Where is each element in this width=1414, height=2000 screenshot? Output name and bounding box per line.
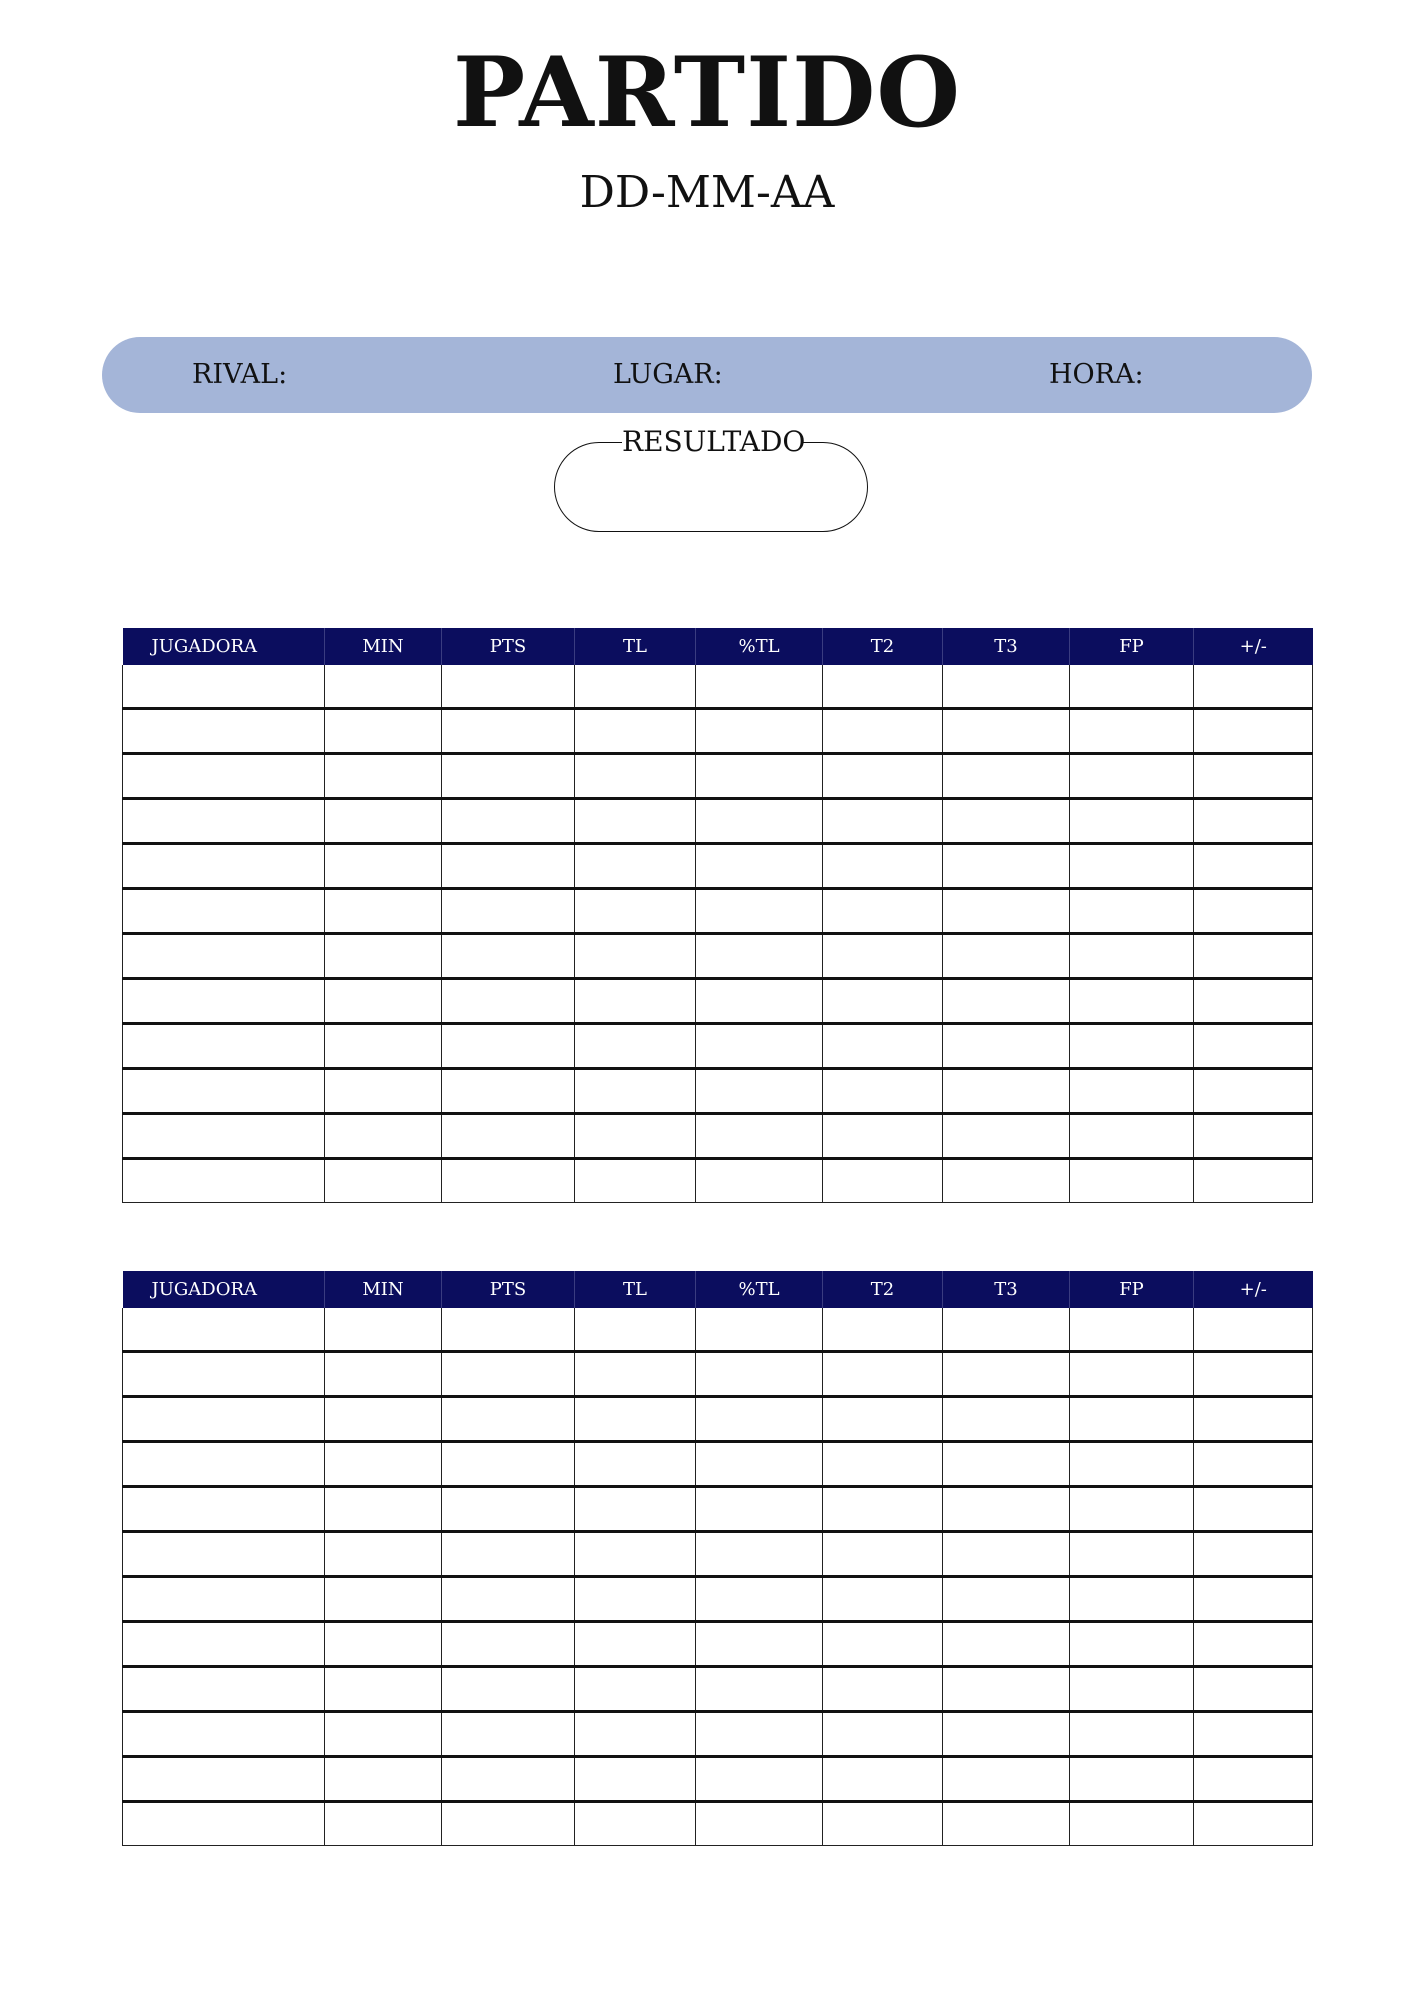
cell-tl[interactable] <box>575 754 696 799</box>
table-row <box>123 1114 1313 1159</box>
cell-jugadora[interactable] <box>123 754 325 799</box>
cell-t3[interactable] <box>943 1487 1070 1532</box>
player-stats-table-2 <box>122 1271 1313 1846</box>
cell-pct-tl[interactable] <box>696 1308 823 1352</box>
match-info-bar <box>102 337 1312 413</box>
table-row <box>123 1442 1313 1487</box>
cell-tl[interactable] <box>575 934 696 979</box>
table-row <box>123 1024 1313 1069</box>
cell-min[interactable] <box>325 889 442 934</box>
cell-fp[interactable] <box>1070 1712 1194 1757</box>
cell-jugadora[interactable] <box>123 1532 325 1577</box>
col-header-tl: TL <box>575 628 696 665</box>
cell-t3[interactable] <box>943 709 1070 754</box>
cell-pct-tl[interactable] <box>696 1069 823 1114</box>
cell-min[interactable] <box>325 799 442 844</box>
cell-min[interactable] <box>325 1532 442 1577</box>
cell-tl[interactable] <box>575 1069 696 1114</box>
cell-t3[interactable] <box>943 1442 1070 1487</box>
cell-plus-minus[interactable] <box>1194 1069 1313 1114</box>
cell-tl[interactable] <box>575 1622 696 1667</box>
cell-tl[interactable] <box>575 1757 696 1802</box>
cell-min[interactable] <box>325 1308 442 1352</box>
cell-fp[interactable] <box>1070 1397 1194 1442</box>
table-row <box>123 1712 1313 1757</box>
cell-tl[interactable] <box>575 1159 696 1203</box>
table-row <box>123 1069 1313 1114</box>
cell-plus-minus[interactable] <box>1194 1712 1313 1757</box>
cell-min[interactable] <box>325 1159 442 1203</box>
cell-t2[interactable] <box>823 799 943 844</box>
cell-plus-minus[interactable] <box>1194 1487 1313 1532</box>
cell-plus-minus[interactable] <box>1194 709 1313 754</box>
cell-t2[interactable] <box>823 1442 943 1487</box>
cell-tl[interactable] <box>575 1352 696 1397</box>
cell-t2[interactable] <box>823 1024 943 1069</box>
cell-fp[interactable] <box>1070 1532 1194 1577</box>
cell-pct-tl[interactable] <box>696 709 823 754</box>
cell-fp[interactable] <box>1070 709 1194 754</box>
cell-jugadora[interactable] <box>123 1802 325 1846</box>
cell-fp[interactable] <box>1070 799 1194 844</box>
col-header-jugadora: JUGADORA <box>123 628 325 665</box>
cell-jugadora[interactable] <box>123 665 325 709</box>
table-row <box>123 665 1313 709</box>
cell-min[interactable] <box>325 1352 442 1397</box>
cell-pct-tl[interactable] <box>696 979 823 1024</box>
cell-fp[interactable] <box>1070 1802 1194 1846</box>
cell-t2[interactable] <box>823 979 943 1024</box>
cell-jugadora[interactable] <box>123 1397 325 1442</box>
table-row <box>123 979 1313 1024</box>
cell-t3[interactable] <box>943 1622 1070 1667</box>
cell-jugadora[interactable] <box>123 844 325 889</box>
cell-t2[interactable] <box>823 1577 943 1622</box>
cell-pts[interactable] <box>442 1069 575 1114</box>
cell-tl[interactable] <box>575 1667 696 1712</box>
player-stats-table-1 <box>122 628 1313 1203</box>
cell-fp[interactable] <box>1070 1159 1194 1203</box>
cell-pct-tl[interactable] <box>696 889 823 934</box>
cell-tl[interactable] <box>575 979 696 1024</box>
cell-pct-tl[interactable] <box>696 1352 823 1397</box>
cell-pct-tl[interactable] <box>696 1024 823 1069</box>
cell-jugadora[interactable] <box>123 889 325 934</box>
cell-pct-tl[interactable] <box>696 1802 823 1846</box>
col-header-pct-tl: %TL <box>696 628 823 665</box>
cell-jugadora[interactable] <box>123 1308 325 1352</box>
cell-pts[interactable] <box>442 754 575 799</box>
cell-t3[interactable] <box>943 844 1070 889</box>
cell-pts[interactable] <box>442 1802 575 1846</box>
result-label: RESULTADO <box>622 425 806 458</box>
cell-t3[interactable] <box>943 665 1070 709</box>
cell-t3[interactable] <box>943 1397 1070 1442</box>
cell-pts[interactable] <box>442 1024 575 1069</box>
cell-plus-minus[interactable] <box>1194 889 1313 934</box>
cell-min[interactable] <box>325 1667 442 1712</box>
cell-jugadora[interactable] <box>123 1069 325 1114</box>
cell-fp[interactable] <box>1070 1308 1194 1352</box>
cell-min[interactable] <box>325 1757 442 1802</box>
cell-tl[interactable] <box>575 1802 696 1846</box>
hora-label: HORA: <box>1049 359 1144 390</box>
cell-pts[interactable] <box>442 1308 575 1352</box>
table-row <box>123 844 1313 889</box>
date-field[interactable]: DD-MM-AA <box>579 167 835 218</box>
lugar-label: LUGAR: <box>613 359 723 390</box>
cell-fp[interactable] <box>1070 1487 1194 1532</box>
cell-t3[interactable] <box>943 979 1070 1024</box>
cell-min[interactable] <box>325 1397 442 1442</box>
cell-t2[interactable] <box>823 1114 943 1159</box>
cell-t2[interactable] <box>823 754 943 799</box>
cell-plus-minus[interactable] <box>1194 1622 1313 1667</box>
cell-min[interactable] <box>325 709 442 754</box>
cell-min[interactable] <box>325 1712 442 1757</box>
cell-pts[interactable] <box>442 1532 575 1577</box>
cell-min[interactable] <box>325 934 442 979</box>
cell-t3[interactable] <box>943 1712 1070 1757</box>
col-header-fp: FP <box>1070 628 1194 665</box>
cell-pts[interactable] <box>442 1352 575 1397</box>
col-header-plus-minus: +/- <box>1194 1271 1313 1308</box>
cell-plus-minus[interactable] <box>1194 979 1313 1024</box>
table-row <box>123 1667 1313 1712</box>
cell-plus-minus[interactable] <box>1194 1024 1313 1069</box>
cell-plus-minus[interactable] <box>1194 665 1313 709</box>
cell-pct-tl[interactable] <box>696 665 823 709</box>
cell-min[interactable] <box>325 1487 442 1532</box>
cell-pts[interactable] <box>442 1487 575 1532</box>
cell-min[interactable] <box>325 1114 442 1159</box>
cell-jugadora[interactable] <box>123 1442 325 1487</box>
cell-t3[interactable] <box>943 1667 1070 1712</box>
cell-t3[interactable] <box>943 1532 1070 1577</box>
cell-pct-tl[interactable] <box>696 1757 823 1802</box>
cell-plus-minus[interactable] <box>1194 1397 1313 1442</box>
cell-plus-minus[interactable] <box>1194 934 1313 979</box>
cell-min[interactable] <box>325 754 442 799</box>
cell-t2[interactable] <box>823 1532 943 1577</box>
cell-fp[interactable] <box>1070 979 1194 1024</box>
cell-t2[interactable] <box>823 1069 943 1114</box>
cell-pct-tl[interactable] <box>696 1532 823 1577</box>
page-title: PARTIDO <box>453 36 961 149</box>
cell-pct-tl[interactable] <box>696 1622 823 1667</box>
table-row <box>123 1532 1313 1577</box>
cell-fp[interactable] <box>1070 1069 1194 1114</box>
cell-plus-minus[interactable] <box>1194 1442 1313 1487</box>
cell-t3[interactable] <box>943 754 1070 799</box>
cell-pct-tl[interactable] <box>696 1397 823 1442</box>
cell-pts[interactable] <box>442 1577 575 1622</box>
cell-fp[interactable] <box>1070 1757 1194 1802</box>
table-row <box>123 1577 1313 1622</box>
cell-pts[interactable] <box>442 1667 575 1712</box>
table-row <box>123 799 1313 844</box>
cell-plus-minus[interactable] <box>1194 1114 1313 1159</box>
cell-t2[interactable] <box>823 665 943 709</box>
cell-pct-tl[interactable] <box>696 934 823 979</box>
cell-pts[interactable] <box>442 799 575 844</box>
table-row <box>123 1757 1313 1802</box>
cell-t2[interactable] <box>823 1622 943 1667</box>
col-header-jugadora: JUGADORA <box>123 1271 325 1308</box>
cell-plus-minus[interactable] <box>1194 1352 1313 1397</box>
cell-tl[interactable] <box>575 665 696 709</box>
cell-pts[interactable] <box>442 979 575 1024</box>
cell-fp[interactable] <box>1070 754 1194 799</box>
cell-jugadora[interactable] <box>123 934 325 979</box>
cell-pts[interactable] <box>442 934 575 979</box>
cell-t2[interactable] <box>823 1802 943 1846</box>
cell-plus-minus[interactable] <box>1194 844 1313 889</box>
table-row <box>123 1802 1313 1846</box>
cell-t3[interactable] <box>943 1308 1070 1352</box>
cell-t3[interactable] <box>943 889 1070 934</box>
table-row <box>123 934 1313 979</box>
cell-min[interactable] <box>325 1802 442 1846</box>
cell-fp[interactable] <box>1070 934 1194 979</box>
table-row <box>123 754 1313 799</box>
cell-min[interactable] <box>325 665 442 709</box>
cell-jugadora[interactable] <box>123 1667 325 1712</box>
col-header-pct-tl: %TL <box>696 1271 823 1308</box>
col-header-t3: T3 <box>943 1271 1070 1308</box>
table-row <box>123 1622 1313 1667</box>
cell-t3[interactable] <box>943 1577 1070 1622</box>
cell-tl[interactable] <box>575 1114 696 1159</box>
cell-t3[interactable] <box>943 1802 1070 1846</box>
table-row <box>123 1308 1313 1352</box>
cell-pts[interactable] <box>442 1757 575 1802</box>
cell-t2[interactable] <box>823 709 943 754</box>
cell-pts[interactable] <box>442 1712 575 1757</box>
cell-plus-minus[interactable] <box>1194 754 1313 799</box>
cell-pct-tl[interactable] <box>696 754 823 799</box>
cell-jugadora[interactable] <box>123 799 325 844</box>
cell-t2[interactable] <box>823 1397 943 1442</box>
cell-min[interactable] <box>325 979 442 1024</box>
cell-min[interactable] <box>325 1069 442 1114</box>
cell-pct-tl[interactable] <box>696 1712 823 1757</box>
cell-pct-tl[interactable] <box>696 799 823 844</box>
cell-pts[interactable] <box>442 844 575 889</box>
cell-fp[interactable] <box>1070 844 1194 889</box>
col-header-fp: FP <box>1070 1271 1194 1308</box>
cell-pct-tl[interactable] <box>696 844 823 889</box>
cell-t3[interactable] <box>943 1069 1070 1114</box>
cell-t2[interactable] <box>823 1487 943 1532</box>
cell-pct-tl[interactable] <box>696 1487 823 1532</box>
cell-plus-minus[interactable] <box>1194 1308 1313 1352</box>
cell-jugadora[interactable] <box>123 709 325 754</box>
cell-tl[interactable] <box>575 844 696 889</box>
cell-t3[interactable] <box>943 934 1070 979</box>
cell-t2[interactable] <box>823 844 943 889</box>
cell-fp[interactable] <box>1070 1352 1194 1397</box>
cell-tl[interactable] <box>575 1442 696 1487</box>
cell-pts[interactable] <box>442 1442 575 1487</box>
cell-t3[interactable] <box>943 1757 1070 1802</box>
cell-jugadora[interactable] <box>123 1352 325 1397</box>
cell-plus-minus[interactable] <box>1194 1802 1313 1846</box>
rival-label: RIVAL: <box>192 359 288 390</box>
cell-pct-tl[interactable] <box>696 1114 823 1159</box>
cell-plus-minus[interactable] <box>1194 1757 1313 1802</box>
cell-t2[interactable] <box>823 1308 943 1352</box>
cell-tl[interactable] <box>575 1308 696 1352</box>
col-header-plus-minus: +/- <box>1194 628 1313 665</box>
cell-tl[interactable] <box>575 1712 696 1757</box>
cell-plus-minus[interactable] <box>1194 799 1313 844</box>
cell-t2[interactable] <box>823 1352 943 1397</box>
cell-tl[interactable] <box>575 1024 696 1069</box>
cell-pts[interactable] <box>442 1114 575 1159</box>
cell-t3[interactable] <box>943 1114 1070 1159</box>
col-header-t2: T2 <box>823 628 943 665</box>
cell-fp[interactable] <box>1070 889 1194 934</box>
cell-fp[interactable] <box>1070 1667 1194 1712</box>
cell-pts[interactable] <box>442 889 575 934</box>
cell-fp[interactable] <box>1070 1622 1194 1667</box>
cell-min[interactable] <box>325 844 442 889</box>
table-header-row <box>123 1271 1313 1308</box>
cell-jugadora[interactable] <box>123 979 325 1024</box>
cell-plus-minus[interactable] <box>1194 1159 1313 1203</box>
col-header-t3: T3 <box>943 628 1070 665</box>
cell-t3[interactable] <box>943 1352 1070 1397</box>
cell-tl[interactable] <box>575 889 696 934</box>
cell-pct-tl[interactable] <box>696 1577 823 1622</box>
table-header-row <box>123 628 1313 665</box>
cell-min[interactable] <box>325 1622 442 1667</box>
cell-jugadora[interactable] <box>123 1024 325 1069</box>
cell-t2[interactable] <box>823 1159 943 1203</box>
cell-fp[interactable] <box>1070 1114 1194 1159</box>
cell-fp[interactable] <box>1070 1024 1194 1069</box>
cell-jugadora[interactable] <box>123 1757 325 1802</box>
cell-tl[interactable] <box>575 709 696 754</box>
cell-pts[interactable] <box>442 1159 575 1203</box>
cell-jugadora[interactable] <box>123 1159 325 1203</box>
col-header-min: MIN <box>325 1271 442 1308</box>
col-header-min: MIN <box>325 628 442 665</box>
cell-t3[interactable] <box>943 1159 1070 1203</box>
table-row <box>123 709 1313 754</box>
table-row <box>123 1397 1313 1442</box>
cell-tl[interactable] <box>575 799 696 844</box>
cell-tl[interactable] <box>575 1532 696 1577</box>
col-header-pts: PTS <box>442 628 575 665</box>
cell-tl[interactable] <box>575 1397 696 1442</box>
table-row <box>123 1352 1313 1397</box>
cell-min[interactable] <box>325 1024 442 1069</box>
cell-tl[interactable] <box>575 1577 696 1622</box>
col-header-pts: PTS <box>442 1271 575 1308</box>
col-header-t2: T2 <box>823 1271 943 1308</box>
table-row <box>123 1159 1313 1203</box>
cell-jugadora[interactable] <box>123 1712 325 1757</box>
cell-pts[interactable] <box>442 1622 575 1667</box>
table-row <box>123 1487 1313 1532</box>
cell-pts[interactable] <box>442 665 575 709</box>
cell-fp[interactable] <box>1070 1577 1194 1622</box>
cell-t2[interactable] <box>823 934 943 979</box>
cell-jugadora[interactable] <box>123 1577 325 1622</box>
cell-plus-minus[interactable] <box>1194 1532 1313 1577</box>
cell-jugadora[interactable] <box>123 1487 325 1532</box>
cell-fp[interactable] <box>1070 1442 1194 1487</box>
cell-pct-tl[interactable] <box>696 1667 823 1712</box>
table-row <box>123 889 1313 934</box>
cell-t2[interactable] <box>823 1757 943 1802</box>
cell-pct-tl[interactable] <box>696 1159 823 1203</box>
cell-plus-minus[interactable] <box>1194 1577 1313 1622</box>
cell-t2[interactable] <box>823 889 943 934</box>
cell-tl[interactable] <box>575 1487 696 1532</box>
cell-t2[interactable] <box>823 1712 943 1757</box>
col-header-tl: TL <box>575 1271 696 1308</box>
cell-pts[interactable] <box>442 709 575 754</box>
cell-jugadora[interactable] <box>123 1114 325 1159</box>
cell-min[interactable] <box>325 1442 442 1487</box>
cell-min[interactable] <box>325 1577 442 1622</box>
cell-pct-tl[interactable] <box>696 1442 823 1487</box>
cell-t3[interactable] <box>943 799 1070 844</box>
cell-fp[interactable] <box>1070 665 1194 709</box>
cell-t2[interactable] <box>823 1667 943 1712</box>
cell-plus-minus[interactable] <box>1194 1667 1313 1712</box>
cell-t3[interactable] <box>943 1024 1070 1069</box>
cell-pts[interactable] <box>442 1397 575 1442</box>
cell-jugadora[interactable] <box>123 1622 325 1667</box>
